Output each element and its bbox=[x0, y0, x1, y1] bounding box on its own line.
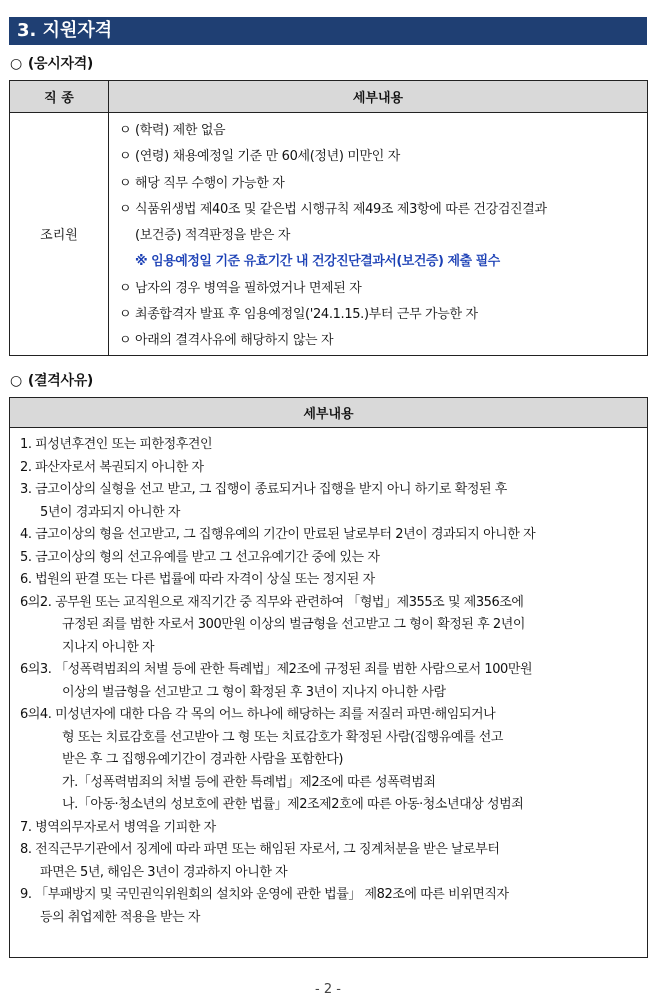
disqualification-item-continuation: 형 또는 치료감호를 선고받아 그 형 또는 치료감호가 확정된 사람(집행유예를 선고 bbox=[62, 729, 504, 745]
qualification-item-continuation: (보건증) 적격판정을 받은 자 bbox=[135, 228, 291, 244]
page-number: - 2 - bbox=[315, 982, 341, 997]
disqualification-subitem: 가.「성폭력범죄의 처벌 등에 관한 특례법」제2조에 따른 성폭력범죄 bbox=[62, 774, 436, 790]
disqualification-item: 7. 병역의무자로서 병역을 기피한 자 bbox=[20, 819, 216, 835]
disqualification-details-cell bbox=[10, 428, 648, 958]
qualification-item: ㅇ 해당 직무 수행이 가능한 자 bbox=[119, 175, 285, 191]
disqualification-item: 6의3. 「성폭력범죄의 처벌 등에 관한 특례법」제2조에 규정된 죄를 범한 사람으로서 100만원 bbox=[20, 662, 533, 677]
disqualification-item: 6. 법원의 판결 또는 다른 법률에 따라 자격이 상실 또는 정지된 자 bbox=[20, 572, 375, 587]
disqualification-item: 4. 금고이상의 형을 선고받고, 그 집행유예의 기간이 만료된 날로부터 2년이 경과되지 아니한 자 bbox=[20, 527, 536, 542]
disqualification-item-continuation: 받은 후 그 집행유예기간이 경과한 사람을 포함한다) bbox=[62, 752, 343, 767]
qualifications-heading-text: (응시자격) bbox=[27, 56, 94, 72]
disqualification-item: 1. 피성년후견인 또는 피한정후견인 bbox=[20, 437, 213, 452]
qualification-item: ㅇ 식품위생법 제40조 및 같은법 시행규칙 제49조 제3항에 따른 건강검진결과 bbox=[119, 201, 547, 217]
job-type-cell: 조리원 bbox=[10, 113, 109, 356]
qualification-item: ㅇ 아래의 결격사유에 해당하지 않는 자 bbox=[119, 333, 334, 349]
header-details: 세부내용 bbox=[109, 81, 648, 113]
disqualification-item: 5. 금고이상의 형의 선고유예를 받고 그 선고유예기간 중에 있는 자 bbox=[20, 549, 380, 565]
disqualification-list bbox=[10, 428, 647, 929]
disqualifications-table bbox=[9, 397, 648, 958]
hollow-circle-icon: ○ bbox=[10, 373, 22, 389]
disqualification-item: 3. 금고이상의 실형을 선고 받고, 그 집행이 종료되거나 집행을 받지 아니 하기로 확정된 후 bbox=[20, 482, 507, 497]
qualifications-table bbox=[9, 80, 648, 356]
disqualification-item: 6의4. 미성년자에 대한 다음 각 목의 어느 하나에 해당하는 죄를 저질러 파면·해임되거나 bbox=[20, 707, 496, 722]
disqualification-item: 2. 파산자로서 복권되지 아니한 자 bbox=[20, 459, 204, 475]
disqualification-item: 6의2. 공무원 또는 교직원으로 재직기간 중 직무와 관련하여 「형법」제355조 및 제356조에 bbox=[20, 594, 524, 610]
qualifications-heading bbox=[10, 53, 93, 73]
health-certificate-notice: ※ 임용예정일 기준 유효기간 내 건강진단결과서(보건증) 제출 필수 bbox=[135, 254, 500, 270]
hollow-circle-icon: ○ bbox=[10, 56, 22, 72]
disqualification-item-continuation: 지나지 아니한 자 bbox=[62, 639, 155, 655]
qualification-item: ㅇ (학력) 제한 없음 bbox=[119, 123, 226, 138]
qualification-list bbox=[109, 113, 647, 355]
disqualification-item-continuation: 등의 취업제한 적용을 받는 자 bbox=[40, 909, 201, 925]
disqualification-item-continuation: 5년이 경과되지 아니한 자 bbox=[40, 504, 180, 520]
header-details: 세부내용 bbox=[10, 398, 648, 428]
qualification-item: ㅇ 남자의 경우 병역을 필하였거나 면제된 자 bbox=[119, 280, 362, 296]
disqualification-item: 9. 「부패방지 및 국민권익위원회의 설치와 운영에 관한 법률」 제82조에 따른 비위면직자 bbox=[20, 887, 509, 902]
disqualification-item: 8. 전직근무기관에서 징계에 따라 파면 또는 해임된 자로서, 그 징계처분을 받은 날로부터 bbox=[20, 842, 500, 857]
disqualifications-heading-text: (결격사유) bbox=[27, 373, 94, 389]
qualification-item: ㅇ (연령) 채용예정일 기준 만 60세(정년) 미만인 자 bbox=[119, 149, 400, 165]
disqualification-subitem: 나.「아동·청소년의 성보호에 관한 법률」제2조제2호에 따른 아동·청소년대상 성범죄 bbox=[62, 797, 524, 812]
qualification-details-cell bbox=[109, 113, 648, 356]
disqualifications-heading bbox=[10, 370, 93, 390]
section-title: 3. 지원자격 bbox=[9, 17, 647, 45]
qualification-item: ㅇ 최종합격자 발표 후 임용예정일('24.1.15.)부터 근무 가능한 자 bbox=[119, 307, 478, 323]
disqualification-item-continuation: 이상의 벌금형을 선고받고 그 형이 확정된 후 3년이 지나지 아니한 사람 bbox=[62, 684, 446, 700]
disqualification-item-continuation: 파면은 5년, 해임은 3년이 경과하지 아니한 자 bbox=[40, 864, 288, 880]
header-job-type: 직 종 bbox=[10, 81, 109, 113]
disqualification-item-continuation: 규정된 죄를 범한 자로서 300만원 이상의 벌금형을 선고받고 그 형이 확정된 후 2년이 bbox=[62, 617, 525, 632]
